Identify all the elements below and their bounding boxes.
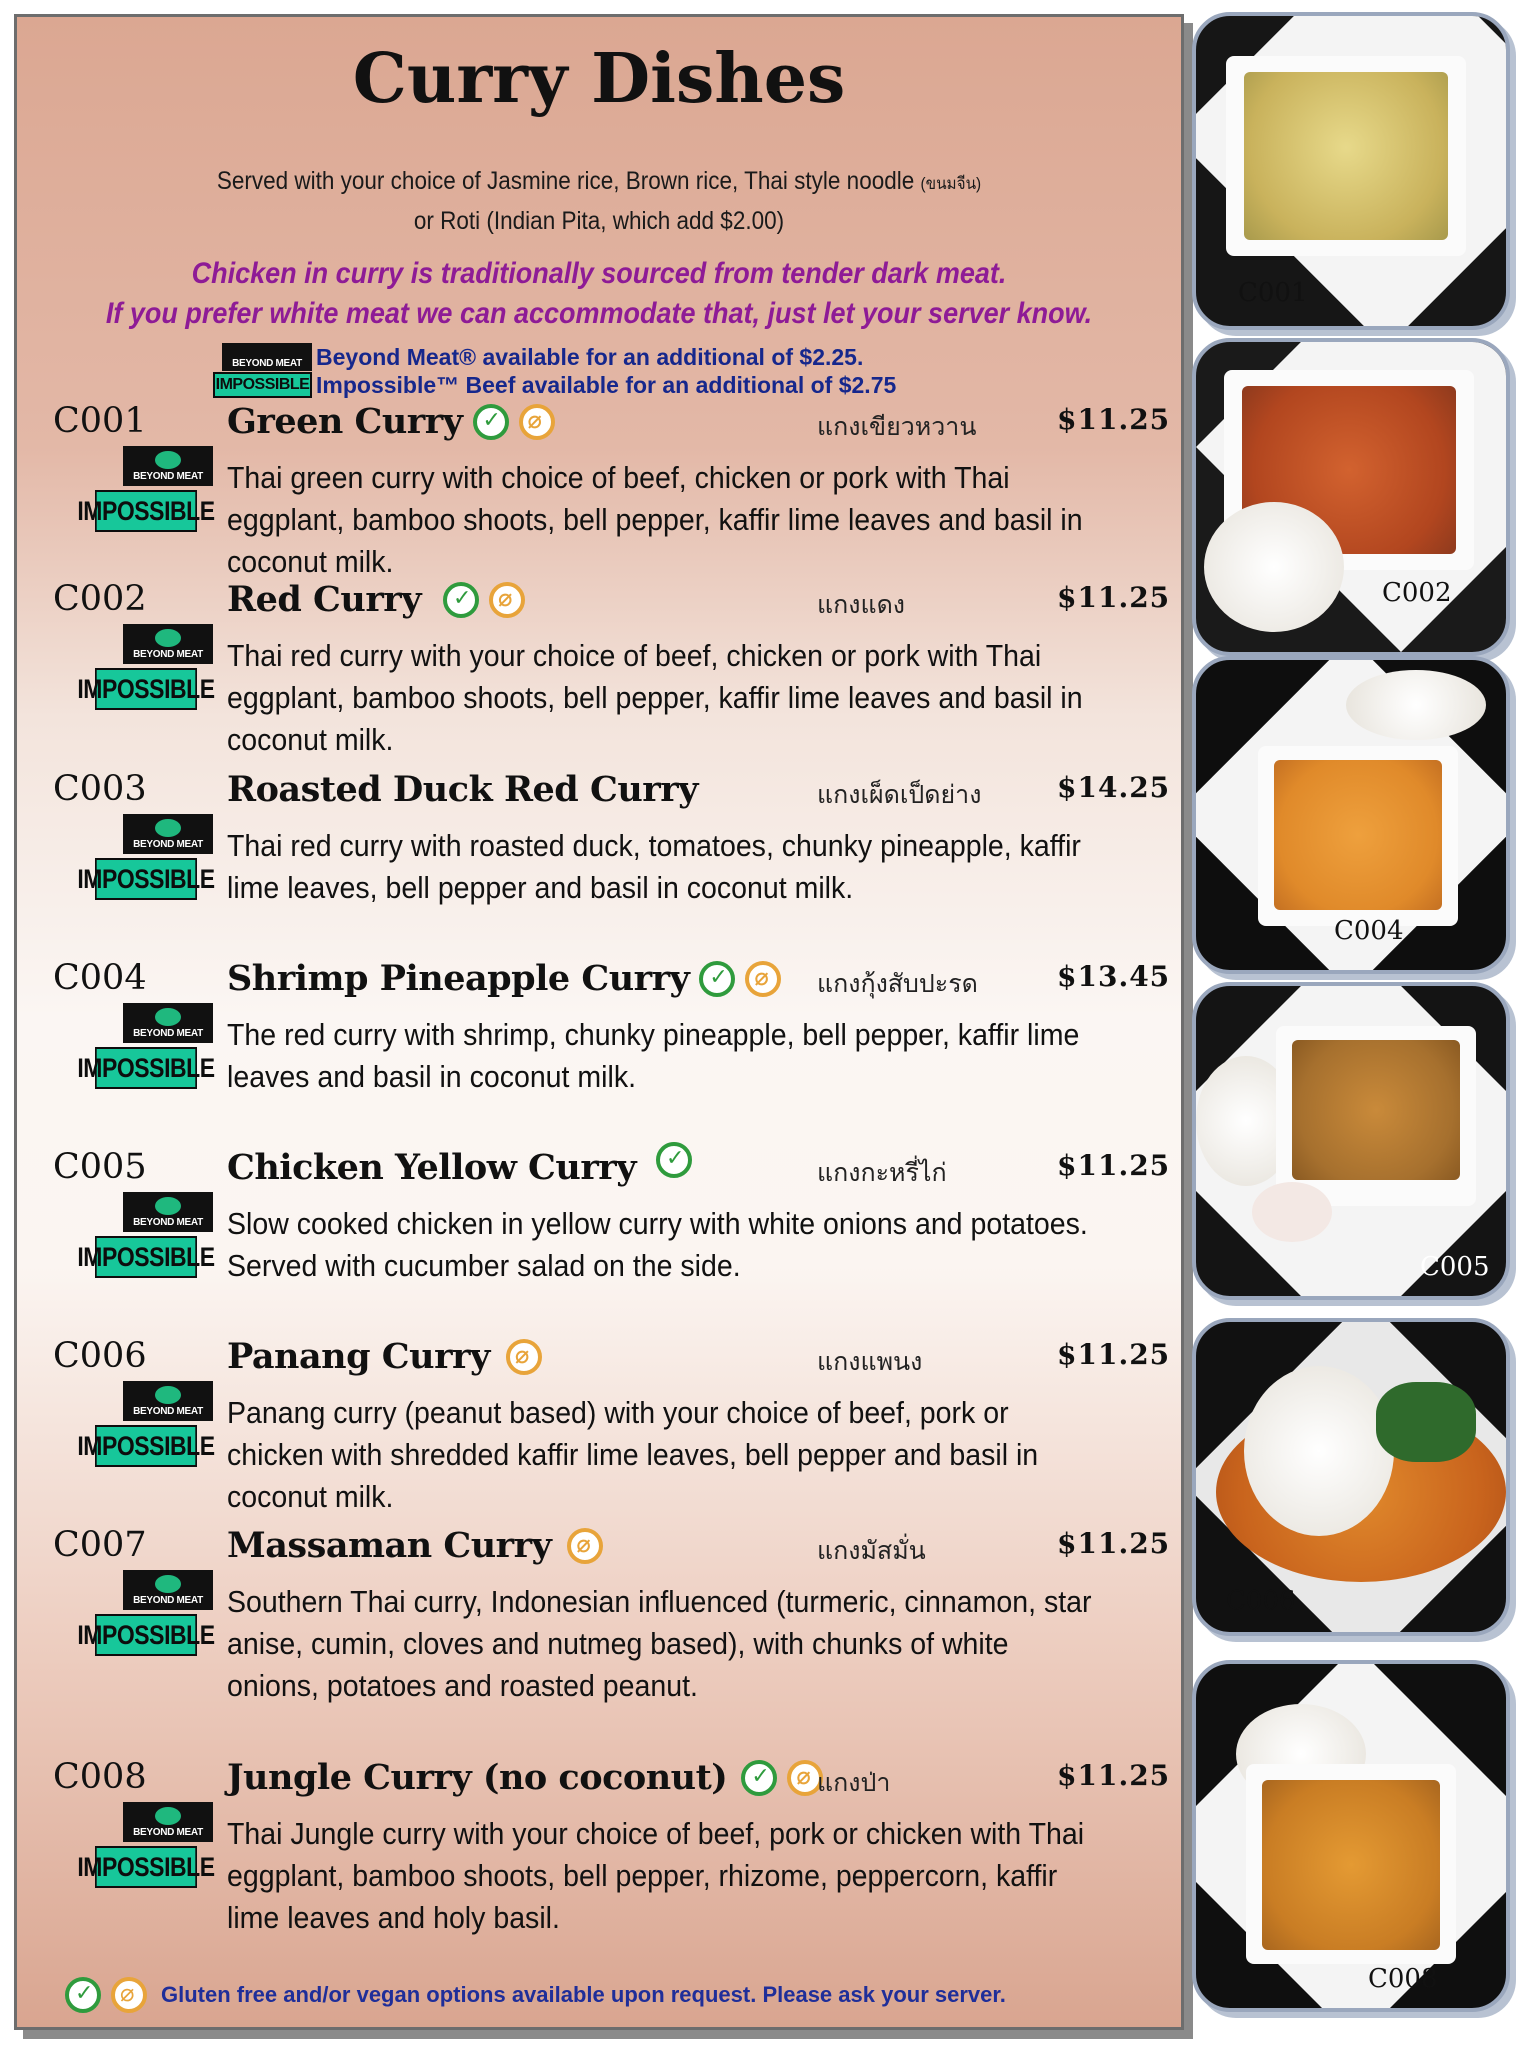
item-thai-name: แกงกุ้งสับปะรด [817,969,978,998]
item-thai-name: แกงกะหรี่ไก่ [817,1158,947,1187]
beyond-meat-cow-icon [155,819,181,837]
shrimp-curry-image [1274,760,1442,910]
item-price: $11.25 [1057,1149,1171,1182]
vegan-icon [699,961,735,997]
beyond-meat-logo-text: BEYOND MEAT [133,1216,203,1228]
item-code: C002 [53,579,147,619]
gluten-free-icon [489,582,525,618]
gluten-free-icon [111,1977,147,2013]
impossible-logo: IMPOSSIBLE [95,1614,197,1656]
dish-photo-c002 [1192,338,1510,656]
gluten-free-icon [567,1528,603,1564]
impossible-logo: IMPOSSIBLE [95,490,197,532]
item-code: C005 [53,1147,147,1187]
item-description: Thai red curry with your choice of beef, chicken or pork with Thai eggplant, bamboo shoots, bell pepper, kaffir lime leaves and basil in coconut milk. [227,638,1083,757]
thai-noodle-label: (ขนมจีน) [920,174,982,193]
served-with-text: Served with your choice of Jasmine rice, Brown rice, Thai style noodle [216,167,915,195]
beyond-meat-logo [123,1003,213,1043]
item-code: C001 [53,401,147,441]
photo-label: C001 [1238,278,1308,308]
beyond-meat-logo [123,446,213,486]
impossible-addon [213,371,896,399]
photo-label: C006 [1226,1586,1296,1616]
dish-photo-c001 [1192,12,1510,330]
item-description: Thai Jungle curry with your choice of beef, pork or chicken with Thai eggplant, bamboo shoots, bell pepper, rhizome, peppercorn, kaffir lime leaves and holy basil. [227,1816,1085,1935]
dish-photo-c006 [1192,1318,1510,1636]
item-code: C006 [53,1336,147,1376]
cucumber-salad-image [1252,1182,1332,1242]
item-code: C007 [53,1525,147,1565]
item-name-text: Chicken Yellow Curry [227,1147,637,1188]
item-price: $11.25 [1057,1338,1171,1371]
green-curry-image [1244,72,1448,240]
beyond-meat-addon-text: Beyond Meat® available for an additional of $2.25. [316,343,864,370]
rice-heart-image [1244,1366,1394,1536]
item-name [227,769,698,810]
item-name-text: Jungle Curry (no coconut) [227,1757,728,1798]
item-thai-name: แกงเผ็ดเป็ดย่าง [817,780,982,809]
beyond-meat-logo-text: BEYOND MEAT [133,1826,203,1838]
beyond-meat-addon [222,343,863,371]
impossible-logo: IMPOSSIBLE [95,1846,197,1888]
beyond-meat-logo-text: BEYOND MEAT [133,1594,203,1606]
served-with-line-1 [75,167,1123,197]
vegan-icon [443,582,479,618]
chicken-notice-line-2: If you prefer white meat we can accommodate that, just let your server know. [105,297,1093,330]
item-name [227,401,555,442]
item-name [227,1336,542,1377]
item-description: The red curry with shrimp, chunky pineapple, bell pepper, kaffir lime leaves and basil in coconut milk. [227,1017,1080,1094]
item-thai-name: แกงป่า [817,1768,891,1797]
item-name [227,579,525,620]
rice-image [1204,502,1344,632]
beyond-meat-logo [123,624,213,664]
basil-leaves-image [1376,1382,1476,1462]
item-price: $14.25 [1057,771,1171,804]
dish-photo-c005 [1192,982,1510,1300]
item-name [227,1525,603,1566]
item-description: Slow cooked chicken in yellow curry with white onions and potatoes. Served with cucumber salad on the side. [227,1206,1088,1283]
impossible-logo: IMPOSSIBLE [95,1236,197,1278]
item-code: C003 [53,769,147,809]
beyond-meat-logo-text: BEYOND MEAT [133,648,203,660]
gluten-free-icon [506,1339,542,1375]
item-description: Thai red curry with roasted duck, tomatoes, chunky pineapple, kaffir lime leaves, bell pepper and basil in coconut milk. [227,828,1081,905]
beyond-meat-logo [123,1802,213,1842]
item-price: $11.25 [1057,1527,1171,1560]
jungle-curry-image [1262,1780,1440,1950]
beyond-meat-cow-icon [155,1575,181,1593]
vegan-icon [473,404,509,440]
item-name-text: Green Curry [227,401,463,442]
item-code: C008 [53,1757,147,1797]
beyond-meat-logo-text: BEYOND MEAT [133,838,203,850]
served-with-line-2: or Roti (Indian Pita, which add $2.00) [413,207,785,235]
item-name-text: Red Curry [227,579,422,620]
beyond-meat-logo: BEYOND MEAT [222,343,312,371]
page-title: Curry Dishes [352,39,846,119]
item-name [227,958,781,999]
impossible-logo: IMPOSSIBLE [95,1425,197,1467]
beyond-meat-cow-icon [155,629,181,647]
gluten-free-icon [745,961,781,997]
item-price: $11.25 [1057,581,1171,614]
beyond-meat-logo [123,814,213,854]
beyond-meat-cow-icon [155,451,181,469]
beyond-meat-logo [123,1192,213,1232]
beyond-meat-logo-text: BEYOND MEAT [133,470,203,482]
impossible-logo: IMPOSSIBLE [95,668,197,710]
item-thai-name: แกงแดง [817,590,906,619]
photo-label: C005 [1420,1252,1490,1282]
item-code: C004 [53,958,147,998]
item-name-text: Roasted Duck Red Curry [227,769,698,810]
item-description: Panang curry (peanut based) with your choice of beef, pork or chicken with shredded kaffir lime leaves, bell pepper and basil in coconut milk. [227,1395,1039,1514]
footer-note [65,1977,1006,2013]
item-description: Southern Thai curry, Indonesian influenced (turmeric, cinnamon, star anise, cumin, cloves and nutmeg based), with chunks of white onions, potatoes and roasted peanut. [227,1584,1092,1703]
photo-label: C008 [1368,1964,1438,1994]
impossible-logo: IMPOSSIBLE [213,372,312,398]
beyond-meat-cow-icon [155,1197,181,1215]
beyond-meat-logo-text: BEYOND MEAT [133,1405,203,1417]
impossible-logo: IMPOSSIBLE [95,1047,197,1089]
item-price: $11.25 [1057,403,1171,436]
item-price: $11.25 [1057,1759,1171,1792]
dish-photo-c004 [1192,656,1510,974]
footer-text: Gluten free and/or vegan options available upon request. Please ask your server. [161,1982,1006,2007]
menu-card [14,14,1184,2030]
item-thai-name: แกงแพนง [817,1347,923,1376]
item-name-text: Panang Curry [227,1336,490,1377]
item-name-text: Shrimp Pineapple Curry [227,958,690,999]
item-thai-name: แกงเขียวหวาน [817,412,977,441]
photo-label: C002 [1382,578,1452,608]
dish-photo-c008 [1192,1660,1510,2012]
beyond-meat-cow-icon [155,1807,181,1825]
vegan-icon [656,1142,692,1178]
vegan-icon [65,1977,101,2013]
chicken-notice-line-1: Chicken in curry is traditionally sourced from tender dark meat. [191,257,1007,290]
impossible-addon-text: Impossible™ Beef available for an additional of $2.75 [316,371,897,398]
beyond-meat-cow-icon [155,1008,181,1026]
beyond-meat-logo [123,1570,213,1610]
vegan-icon [741,1760,777,1796]
yellow-curry-image [1292,1040,1460,1180]
item-price: $13.45 [1057,960,1171,993]
item-name [227,1147,692,1188]
beyond-meat-logo-text: BEYOND MEAT [133,1027,203,1039]
item-thai-name: แกงมัสมั่น [817,1536,926,1565]
item-name [227,1757,823,1798]
gluten-free-icon [519,404,555,440]
item-name-text: Massaman Curry [227,1525,552,1566]
item-description: Thai green curry with choice of beef, chicken or pork with Thai eggplant, bamboo shoots, bell pepper, kaffir lime leaves and basil in coconut milk. [227,460,1083,579]
beyond-meat-cow-icon [155,1386,181,1404]
photo-label: C004 [1334,916,1404,946]
beyond-meat-logo [123,1381,213,1421]
rice-image [1346,670,1486,740]
impossible-logo: IMPOSSIBLE [95,858,197,900]
